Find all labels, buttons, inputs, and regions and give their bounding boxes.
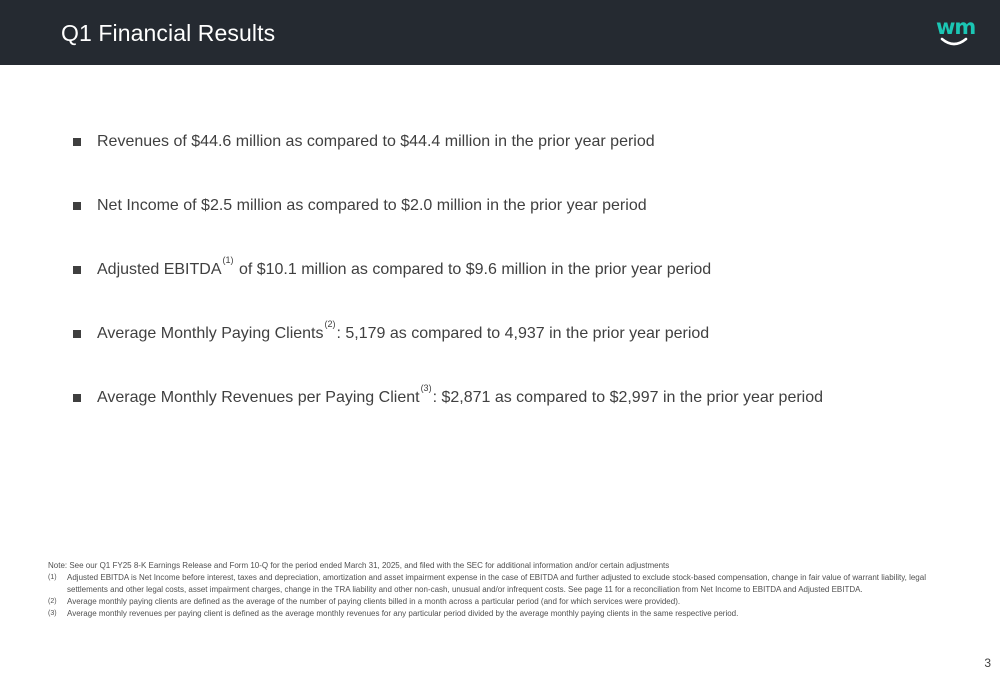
bullet-text: Average Monthly Paying Clients$^{(2)}$: 5,179 as compared to 4,937 in the prior year period bbox=[97, 319, 710, 342]
footnote-marker: (2) bbox=[324, 319, 336, 329]
footnote-text: Average monthly paying clients are defined as the average of the number of paying clients billed in a month across a particular period (and for which services were provided). bbox=[67, 597, 681, 606]
footnote-item bbox=[48, 572, 948, 596]
footnote-text: Average monthly revenues per paying client is defined as the average monthly revenues for any particular period divided by the average monthly paying clients in the same respective period. bbox=[67, 609, 739, 618]
slide-title: Q1 Financial Results bbox=[61, 20, 276, 46]
footnote-number: (1) bbox=[48, 574, 57, 581]
footnote-item bbox=[48, 608, 948, 620]
bullet-square-icon bbox=[73, 266, 81, 274]
bullet-square-icon bbox=[73, 394, 81, 402]
footnote-text: Adjusted EBITDA is Net Income before interest, taxes and depreciation, amortization and asset impairment expense in the case of EBITDA and further adjusted to exclude stock-based compensation, change in fair value of warrant liability, legal settlements and other legal costs, asset impairment charges, change in the TRA liability and other non-cash, unusual and/or infrequent costs. See page 11 for a reconciliation from Net Income to EBITDA and Adjusted EBITDA. bbox=[67, 573, 926, 594]
smile-icon bbox=[940, 37, 968, 47]
footnote-marker: (3) bbox=[420, 383, 432, 393]
footnote-marker: (1) bbox=[222, 255, 234, 265]
bullet-text: Average Monthly Revenues per Paying Client$^{(3)}$: $2,871 as compared to $2,997 in the prior year period bbox=[97, 383, 824, 406]
header-bar bbox=[0, 0, 1000, 65]
footnote-intro: Note: See our Q1 FY25 8-K Earnings Release and Form 10-Q for the period ended March 31, 2025, and filed with the SEC for additional information and/or certain adjustments bbox=[48, 561, 670, 570]
bullet-square-icon bbox=[73, 138, 81, 146]
bullet-text: Net Income of $2.5 million as compared to $2.0 million in the prior year period bbox=[97, 197, 647, 214]
bullet-square-icon bbox=[73, 330, 81, 338]
bullet-square-icon bbox=[73, 202, 81, 210]
bullet-text: Revenues of $44.6 million as compared to $44.4 million in the prior year period bbox=[97, 133, 655, 150]
footnote-number: (3) bbox=[48, 610, 57, 617]
logo-text: wm bbox=[936, 15, 976, 39]
page-number: 3 bbox=[984, 656, 991, 670]
bullet-text: Adjusted EBITDA$^{(1)}$ of $10.1 million as compared to $9.6 million in the prior year period bbox=[97, 255, 712, 278]
footnote-number: (2) bbox=[48, 598, 57, 605]
wm-logo bbox=[934, 15, 974, 51]
footnotes bbox=[48, 560, 948, 620]
footnote-item bbox=[48, 596, 948, 608]
